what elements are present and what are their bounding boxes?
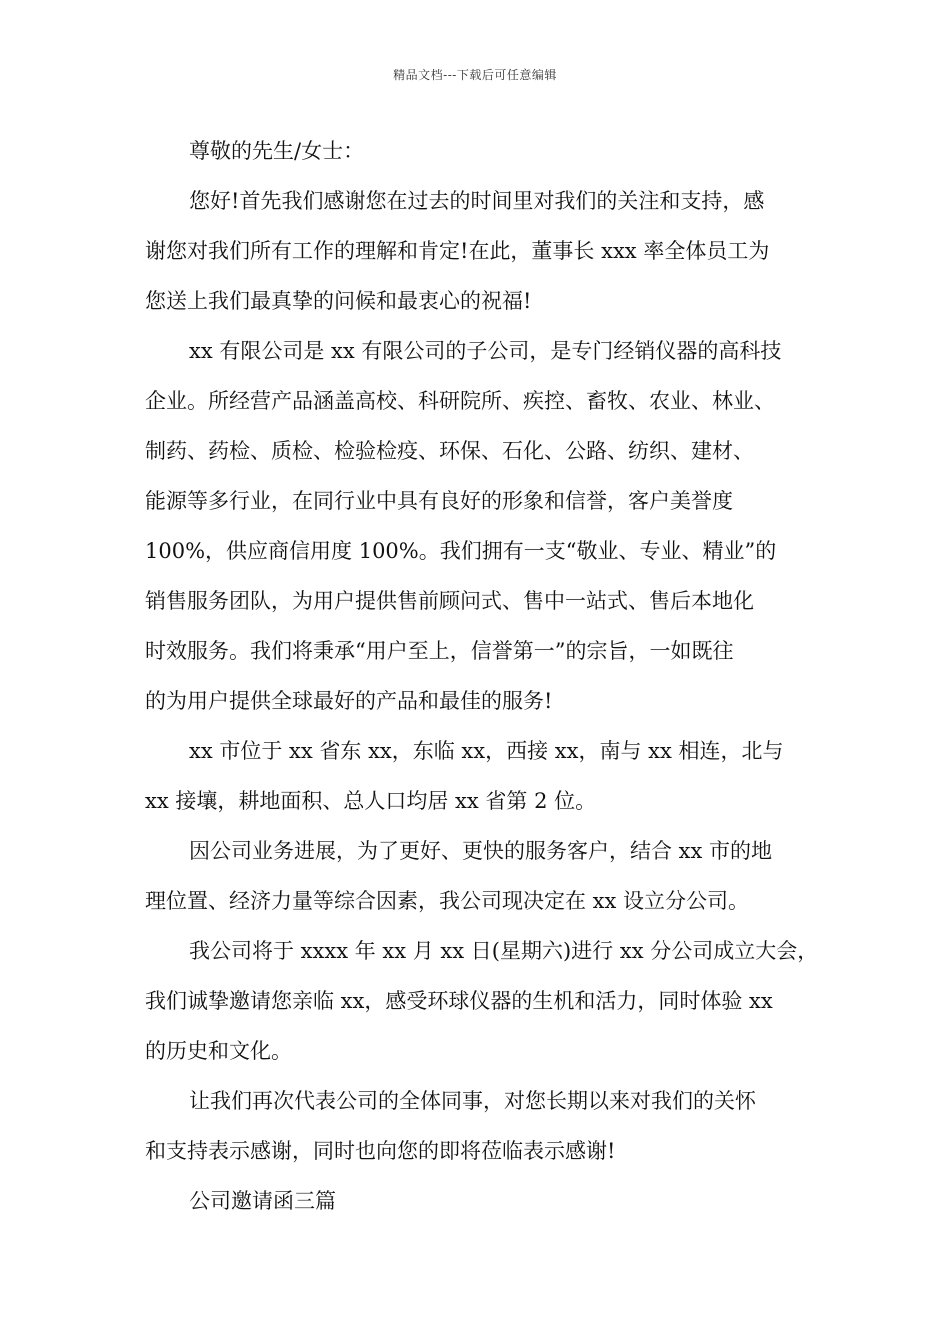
section-heading — [145, 1176, 825, 1226]
paragraph-city-location — [145, 726, 825, 826]
text-line: 的为用户提供全球最好的产品和最佳的服务! — [145, 689, 553, 713]
text-line: xx 接壤，耕地面积、总人口均居 xx 省第 2 位。 — [145, 789, 597, 813]
paragraph-thanks — [145, 1076, 825, 1176]
paragraph-branch-decision — [145, 826, 825, 926]
text-line: 能源等多行业，在同行业中具有良好的形象和信誉，客户美誉度 — [145, 489, 733, 513]
text-line: 理位置、经济力量等综合因素，我公司现决定在 xx 设立分公司。 — [145, 889, 750, 913]
paragraph-invitation — [145, 926, 825, 1076]
text-line: 我们诚挚邀请您亲临 xx，感受环球仪器的生机和活力，同时体验 xx — [145, 989, 773, 1013]
text-line: 您送上我们最真挚的问候和最衷心的祝福! — [145, 289, 532, 313]
text-line: 和支持表示感谢，同时也向您的即将莅临表示感谢! — [145, 1139, 616, 1163]
text-line: xx 市位于 xx 省东 xx，东临 xx，西接 xx，南与 xx 相连，北与 — [189, 739, 784, 763]
paragraph-company-intro — [145, 326, 825, 726]
page-header-note: 精品文档---下载后可任意编辑 — [393, 68, 557, 82]
text-line: xx 有限公司是 xx 有限公司的子公司，是专门经销仪器的高科技 — [189, 339, 782, 363]
paragraph-greeting — [145, 176, 825, 326]
text-line: 让我们再次代表公司的全体同事，对您长期以来对我们的关怀 — [189, 1089, 756, 1113]
text-line: 我公司将于 xxxx 年 xx 月 xx 日(星期六)进行 xx 分公司成立大会， — [189, 939, 819, 963]
text-line: 公司邀请函三篇 — [189, 1189, 336, 1213]
text-line: 企业。所经营产品涵盖高校、科研院所、疾控、畜牧、农业、林业、 — [145, 389, 775, 413]
text-line: 尊敬的先生/女士： — [189, 139, 365, 163]
letter-body — [145, 126, 825, 1226]
text-line: 销售服务团队，为用户提供售前顾问式、售中一站式、售后本地化 — [145, 589, 754, 613]
text-line: 谢您对我们所有工作的理解和肯定!在此，董事长 xxx 率全体员工为 — [145, 239, 770, 263]
salutation — [145, 126, 825, 176]
text-line: 制药、药检、质检、检验检疫、环保、石化、公路、纺织、建材、 — [145, 439, 754, 463]
text-line: 您好!首先我们感谢您在过去的时间里对我们的关注和支持，感 — [189, 189, 765, 213]
text-line: 的历史和文化。 — [145, 1039, 292, 1063]
text-line: 因公司业务进展，为了更好、更快的服务客户，结合 xx 市的地 — [189, 839, 773, 863]
text-line: 100%，供应商信用度 100%。我们拥有一支“敬业、专业、精业”的 — [145, 539, 777, 563]
text-line: 时效服务。我们将秉承“用户至上，信誉第一”的宗旨，一如既往 — [145, 639, 734, 663]
